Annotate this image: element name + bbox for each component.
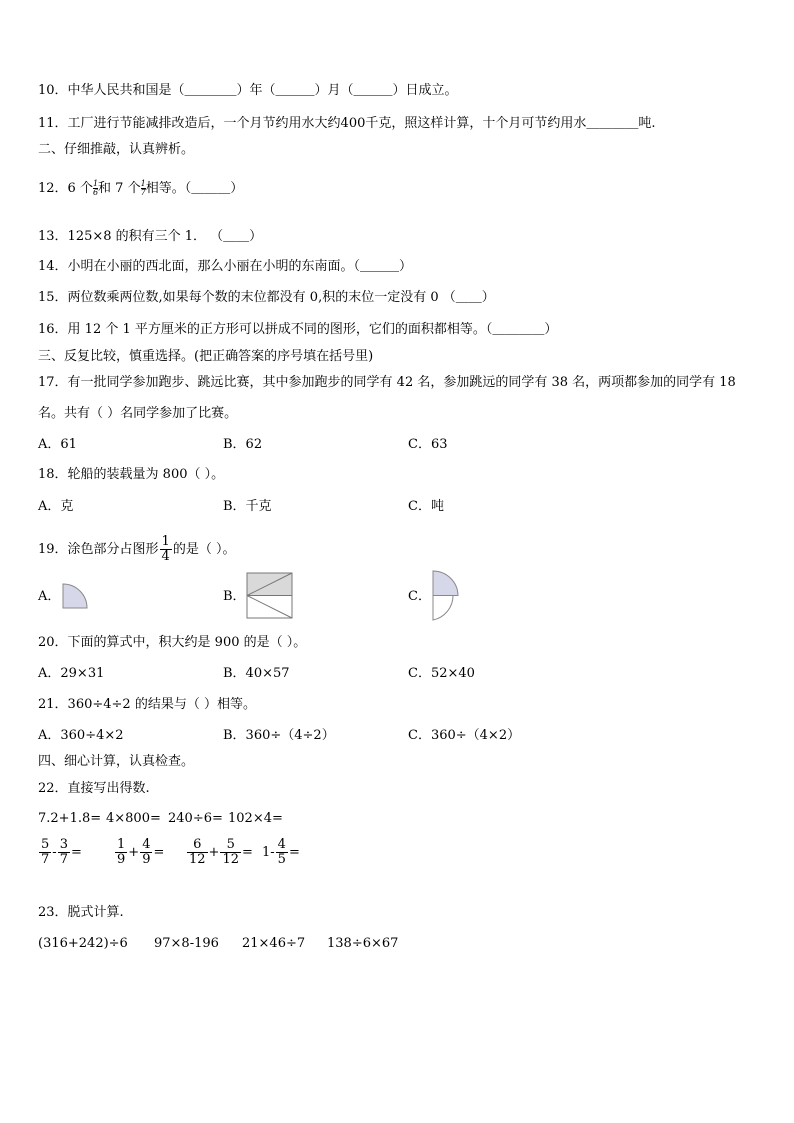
- num: 5: [41, 837, 50, 852]
- question-18: 18．轮船的装载量为 800（ ）。: [38, 467, 225, 482]
- q19-option-b: B．: [223, 589, 246, 604]
- q22-fraction-expr-4: [262, 838, 300, 867]
- q20-option-c: C．52×40: [408, 666, 475, 681]
- equals: =: [242, 845, 253, 860]
- section-3-heading: 三、反复比较，慎重选择。(把正确答案的序号填在括号里): [38, 349, 374, 364]
- q22-fraction-expr-3: [186, 838, 253, 867]
- q18-option-c: C．吨: [408, 499, 444, 514]
- den: 12: [189, 852, 206, 867]
- equals: =: [70, 845, 82, 860]
- q23-item-1: (316+242)÷6: [38, 936, 128, 951]
- question-17-line-1: 17．有一批同学参加跑步、跳远比赛，其中参加跑步的同学有 42 名，参加跳远的同学有 38 名，两项都参加的同学有 18: [38, 375, 736, 390]
- num: 3: [59, 837, 68, 852]
- q12-f1-num: 1: [92, 179, 99, 188]
- q23-item-2: 97×8-196: [154, 936, 219, 951]
- q20-option-a: A．29×31: [38, 666, 105, 681]
- question-15: 15．两位数乘两位数,如果每个数的末位都没有 0,积的末位一定没有 0 （＿＿）: [38, 290, 495, 305]
- operator: +: [208, 845, 220, 860]
- q19-stem-a: 19．涂色部分占图形: [38, 542, 159, 557]
- question-17-line-2: 名。共有（ ）名同学参加了比赛。: [38, 406, 238, 421]
- quarter-circle-figure: [62, 583, 90, 611]
- q19-fraction-den: 4: [161, 549, 170, 564]
- equals: =: [288, 845, 300, 860]
- question-13: 13．125×8 的积有三个 1． （＿＿）: [38, 229, 263, 244]
- num: 1: [117, 837, 126, 852]
- q19-stem-b: 的是（ ）。: [172, 542, 236, 557]
- question-22: 22．直接写出得数.: [38, 781, 150, 796]
- q17-option-a: A．61: [38, 437, 77, 452]
- question-14: 14．小明在小丽的西北面，那么小丽在小明的东南面。（＿＿＿）: [38, 259, 413, 274]
- q22-calc-1: 7.2+1.8=: [38, 811, 102, 826]
- equals: =: [153, 845, 165, 860]
- q12-text-b: 和 7 个: [98, 181, 141, 196]
- q18-option-a: A．克: [38, 499, 74, 514]
- q12-f2-num: 1: [140, 179, 146, 188]
- num: 4: [277, 837, 286, 852]
- question-11: 11．工厂进行节能减排改造后，一个月节约用水大约400千克，照这样计算，十个月可节约用水＿＿＿＿吨.: [38, 116, 656, 131]
- den: 9: [117, 852, 126, 867]
- q18-option-b: B．千克: [223, 499, 272, 514]
- question-20: 20．下面的算式中，积大约是 900 的是（ ）。: [38, 635, 307, 650]
- frac: [220, 838, 241, 867]
- q22-calc-4: 102×4=: [228, 811, 283, 826]
- q22-fraction-expr-2: [114, 838, 164, 867]
- frac: [58, 838, 70, 867]
- q22-calc-2: 4×800=: [106, 811, 161, 826]
- question-10: 10．中华人民共和国是（＿＿＿＿）年（＿＿＿）月（＿＿＿）日成立。: [38, 83, 458, 98]
- num: 5: [220, 838, 241, 853]
- frac: [115, 838, 127, 867]
- q22-fraction-expr-1: [38, 838, 82, 867]
- divided-square-figure: [246, 572, 294, 620]
- q12-f1-den: 6: [92, 188, 99, 197]
- den: 7: [59, 852, 68, 867]
- prefix: 1-: [262, 845, 275, 860]
- q21-option-b: B．360÷（4÷2）: [223, 728, 335, 743]
- question-19: [38, 535, 235, 564]
- q17-option-b: B．62: [223, 437, 263, 452]
- section-2-heading: 二、仔细推敲，认真辨析。: [38, 142, 195, 157]
- num: 4: [142, 837, 151, 852]
- frac: [140, 838, 152, 867]
- q19-fraction-num: 1: [161, 534, 170, 549]
- question-23: 23．脱式计算.: [38, 905, 124, 920]
- q19-fraction: [160, 535, 172, 564]
- q23-item-4: 138÷6×67: [327, 936, 399, 951]
- den: 7: [41, 852, 50, 867]
- q19-option-a: A．: [38, 589, 61, 604]
- half-circle-figure: [430, 570, 460, 622]
- den: 9: [142, 852, 151, 867]
- den: 12: [222, 852, 239, 867]
- q12-text-a: 12．6 个: [38, 181, 93, 196]
- question-12: [38, 180, 243, 198]
- operator: -: [52, 845, 57, 860]
- q17-option-c: C．63: [408, 437, 448, 452]
- q21-option-c: C．360÷（4×2）: [408, 728, 521, 743]
- q22-calc-3: 240÷6=: [168, 811, 223, 826]
- section-4-heading: 四、细心计算，认真检查。: [38, 754, 195, 769]
- frac: [276, 838, 288, 867]
- question-21: 21．360÷4÷2 的结果与（ ）相等。: [38, 697, 256, 712]
- q19-option-c: C．: [408, 589, 431, 604]
- frac: [39, 838, 51, 867]
- q12-f2-den: 7: [140, 188, 146, 197]
- q21-option-a: A．360÷4×2: [38, 728, 124, 743]
- operator: +: [128, 845, 140, 860]
- q12-text-c: 相等。（＿＿＿）: [145, 181, 244, 196]
- question-16: 16．用 12 个 1 平方厘米的正方形可以拼成不同的图形，它们的面积都相等。（＿＿＿＿）: [38, 322, 558, 337]
- frac: [187, 838, 208, 867]
- q20-option-b: B．40×57: [223, 666, 290, 681]
- num: 6: [187, 838, 208, 853]
- den: 5: [277, 852, 286, 867]
- q23-item-3: 21×46÷7: [242, 936, 306, 951]
